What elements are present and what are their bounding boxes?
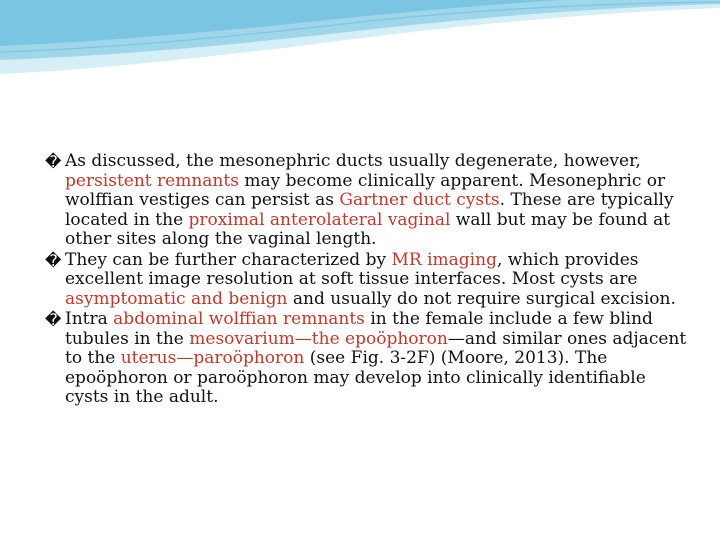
highlighted-term: uterus—paroöphoron [120, 348, 305, 368]
highlighted-term: MR imaging [391, 249, 497, 270]
text-segment: and usually do not require surgical excision. [287, 288, 676, 309]
text-segment: They can be further characterized by [65, 249, 392, 270]
text-segment: , which provides excellent image resolution at soft tissue interfaces. Most cysts are [65, 249, 639, 289]
highlighted-term: Gartner duct cysts [339, 190, 500, 210]
bullet-text [65, 250, 676, 309]
slide-body [45, 152, 690, 409]
bullet-item [45, 310, 690, 408]
bullet-text [65, 151, 674, 249]
highlighted-term: mesovarium—the epoöphoron [189, 328, 448, 349]
bullet-marker-icon: � [45, 152, 62, 171]
highlighted-term: proximal anterolateral vaginal [188, 209, 451, 230]
bullet-item [45, 152, 690, 250]
text-segment: in the female include a few blind tubules in the [65, 309, 653, 349]
header-wave-decoration [0, 0, 720, 80]
highlighted-term: abdominal wolffian remnants [113, 309, 365, 329]
text-segment: may become clinically apparent. Mesonephric or wolffian vestiges can persist as [65, 170, 666, 210]
text-segment: wall but may be found at other sites along the vaginal length. [65, 209, 671, 249]
highlighted-term: asymptomatic and benign [65, 288, 288, 309]
text-segment: As discussed, the mesonephric ducts usually degenerate, however, [65, 151, 641, 171]
bullet-text [65, 309, 686, 407]
bullet-item [45, 251, 690, 310]
highlighted-term: persistent remnants [65, 170, 239, 191]
bullet-marker-icon: � [45, 250, 62, 270]
text-segment: —and similar ones adjacent to the [65, 328, 687, 368]
text-segment: (see Fig. 3-2F) (Moore, 2013). The epoöphoron or paroöphoron may develop into clinically identifiable cysts in the adult. [65, 348, 646, 407]
text-segment: . These are typically located in the [65, 190, 674, 230]
bullet-marker-icon: � [45, 310, 62, 329]
text-segment: Intra [65, 309, 114, 329]
